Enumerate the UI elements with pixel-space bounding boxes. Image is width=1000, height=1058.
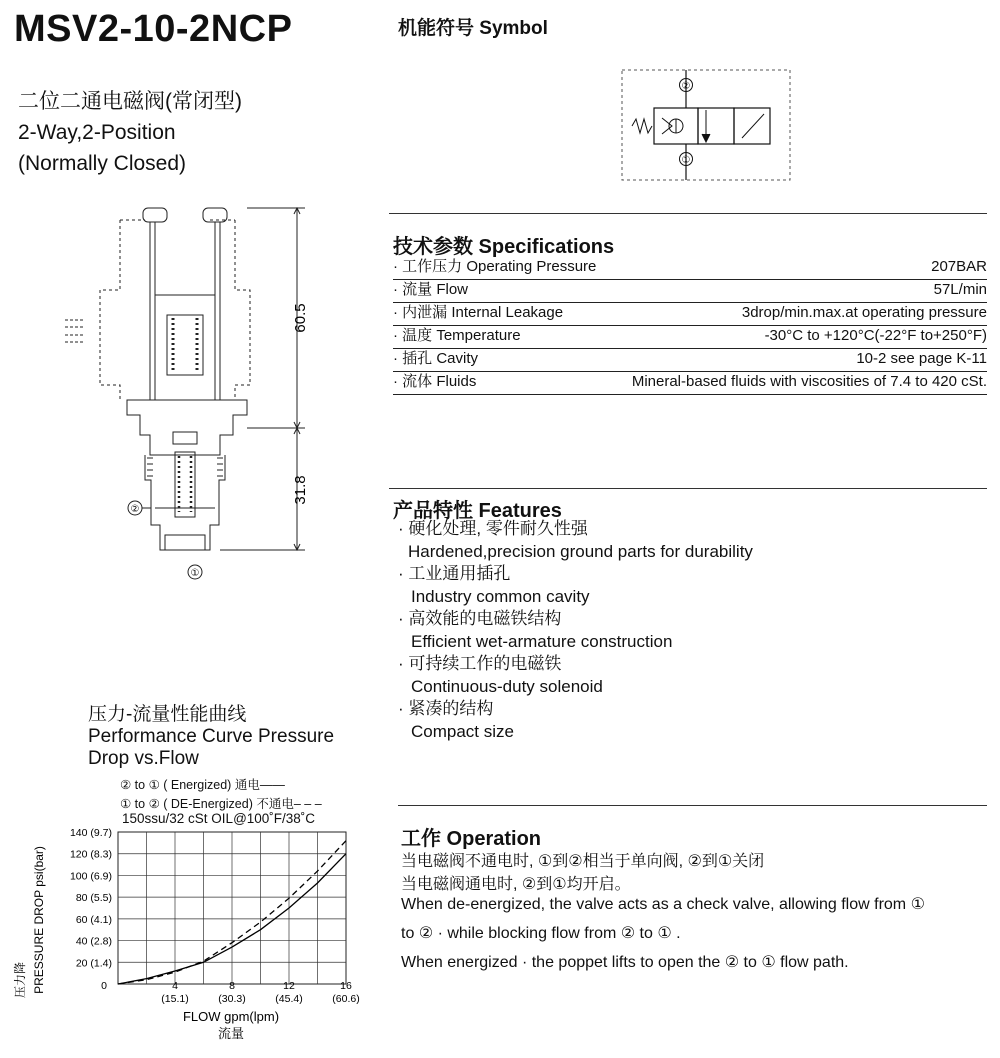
spec-value: Mineral-based fluids with viscosities of 7.4 to 420 cSt. — [631, 373, 987, 390]
subtitle — [18, 86, 242, 179]
spec-label: · 工作压力 Operating Pressure — [393, 258, 597, 275]
pressure-flow-chart — [0, 820, 380, 1056]
feature-item — [398, 608, 672, 653]
y-tick-label: 40 (2.8) — [75, 935, 112, 948]
feature-en: Compact size — [411, 721, 514, 741]
spec-row — [393, 371, 987, 395]
y-axis-label-cn: 压力降 — [13, 961, 27, 999]
x-tick-label: 12 — [283, 980, 295, 992]
feature-en: Industry common cavity — [411, 586, 590, 606]
features-heading: 产品特性 Features — [393, 500, 562, 522]
symbol-label: 机能符号 Symbol — [398, 18, 548, 39]
spec-row — [393, 279, 987, 303]
operation-top-rule — [398, 805, 987, 806]
features-top-rule — [389, 488, 987, 489]
x-tick-label: 0 — [101, 980, 107, 992]
performance-title-en-1: Performance Curve Pressure — [88, 726, 335, 747]
operation-cn-1: 当电磁阀不通电时, ①到②相当于单向阀, ②到①关闭 — [401, 853, 765, 870]
y-tick-label: 100 (6.9) — [69, 870, 112, 883]
dimension-lower: 31.8 — [292, 475, 309, 505]
x-tick-label: 8 — [229, 980, 235, 992]
x-tick-sublabel: (45.4) — [275, 993, 303, 1005]
subtitle-en-1: 2-Way,2-Position — [18, 121, 176, 144]
x-axis-label-cn: 流量 — [217, 1026, 245, 1041]
performance-title — [88, 704, 334, 770]
spec-label: · 内泄漏 Internal Leakage — [393, 304, 564, 321]
feature-en: Efficient wet-armature construction — [411, 631, 673, 651]
x-tick-sublabel: (15.1) — [161, 993, 189, 1005]
spec-row — [393, 256, 987, 280]
y-tick-label: 80 (5.5) — [75, 892, 112, 905]
feature-item — [398, 698, 514, 743]
spec-value: 10-2 see page K-11 — [856, 350, 987, 367]
dimension-upper: 60.5 — [292, 303, 309, 333]
spec-row — [393, 302, 987, 326]
specs-heading: 技术参数 Specifications — [393, 236, 615, 258]
feature-en: Hardened,precision ground parts for durability — [408, 541, 753, 561]
spec-label: · 流量 Flow — [393, 281, 469, 298]
y-tick-label: 140 (9.7) — [69, 827, 112, 839]
feature-cn: · 高效能的电磁铁结构 — [398, 609, 562, 628]
legend-solid: ② to ① ( Energized) 通电—— — [120, 778, 285, 792]
x-tick-sublabel: (60.6) — [332, 993, 360, 1005]
spec-label: · 温度 Temperature — [393, 327, 521, 344]
spec-value: 57L/min — [933, 281, 987, 298]
operation-heading: 工作 Operation — [401, 828, 542, 850]
performance-title-en-2: Drop vs.Flow — [88, 748, 199, 769]
drawing-port-bottom: ① — [190, 568, 200, 579]
spec-top-rule — [389, 213, 987, 214]
operation-en-3: When energized · the poppet lifts to open the ② to ① flow path. — [401, 954, 849, 971]
drawing-port-side: ② — [130, 504, 140, 515]
feature-en: Continuous-duty solenoid — [411, 676, 603, 696]
page-title: MSV2-10-2NCP — [14, 8, 293, 50]
feature-cn: · 可持续工作的电磁铁 — [398, 654, 562, 673]
hydraulic-symbol — [618, 66, 794, 184]
feature-cn: · 工业通用插孔 — [398, 564, 511, 583]
operation-cn-2: 当电磁阀通电时, ②到①均开启。 — [401, 876, 631, 893]
y-tick-label: 120 (8.3) — [69, 848, 112, 861]
x-axis-label: FLOW gpm(lpm) — [182, 1009, 280, 1024]
symbol-port-bottom: ① — [681, 155, 691, 166]
spec-label: · 插孔 Cavity — [393, 350, 479, 367]
spec-row — [393, 325, 987, 349]
y-tick-label: 60 (4.1) — [75, 913, 112, 926]
subtitle-en-2: (Normally Closed) — [18, 152, 187, 175]
spec-value: -30°C to +120°C(-22°F to+250°F) — [764, 327, 987, 344]
spec-row — [393, 348, 987, 372]
feature-item — [398, 518, 753, 563]
symbol-port-top: ② — [681, 81, 691, 92]
operation-en-1: When de-energized, the valve acts as a check valve, allowing flow from ① — [401, 896, 925, 913]
performance-title-cn: 压力-流量性能曲线 — [88, 704, 247, 725]
y-axis-label: PRESSURE DROP psi(bar) — [32, 846, 46, 994]
x-tick-sublabel: (30.3) — [218, 993, 246, 1005]
spec-value: 3drop/min.max.at operating pressure — [741, 304, 987, 321]
x-tick-label: 16 — [340, 980, 352, 992]
feature-item — [398, 563, 590, 608]
spec-label: · 流体 Fluids — [393, 373, 477, 390]
spec-value: 207BAR — [931, 258, 987, 275]
oil-condition: 150ssu/32 cSt OIL@100˚F/38˚C — [122, 811, 316, 826]
y-tick-label: 20 (1.4) — [75, 957, 112, 970]
feature-cn: · 紧凑的结构 — [398, 699, 494, 718]
x-tick-label: 4 — [172, 980, 178, 992]
legend-dashed: ① to ② ( DE-Energized) 不通电– – – — [120, 797, 322, 811]
valve-cross-section — [55, 190, 320, 585]
feature-item — [398, 653, 603, 698]
operation-en-2: to ② · while blocking flow from ② to ① . — [401, 925, 681, 942]
feature-cn: · 硬化处理, 零件耐久性强 — [398, 519, 588, 538]
subtitle-cn: 二位二通电磁阀(常闭型) — [18, 90, 242, 113]
